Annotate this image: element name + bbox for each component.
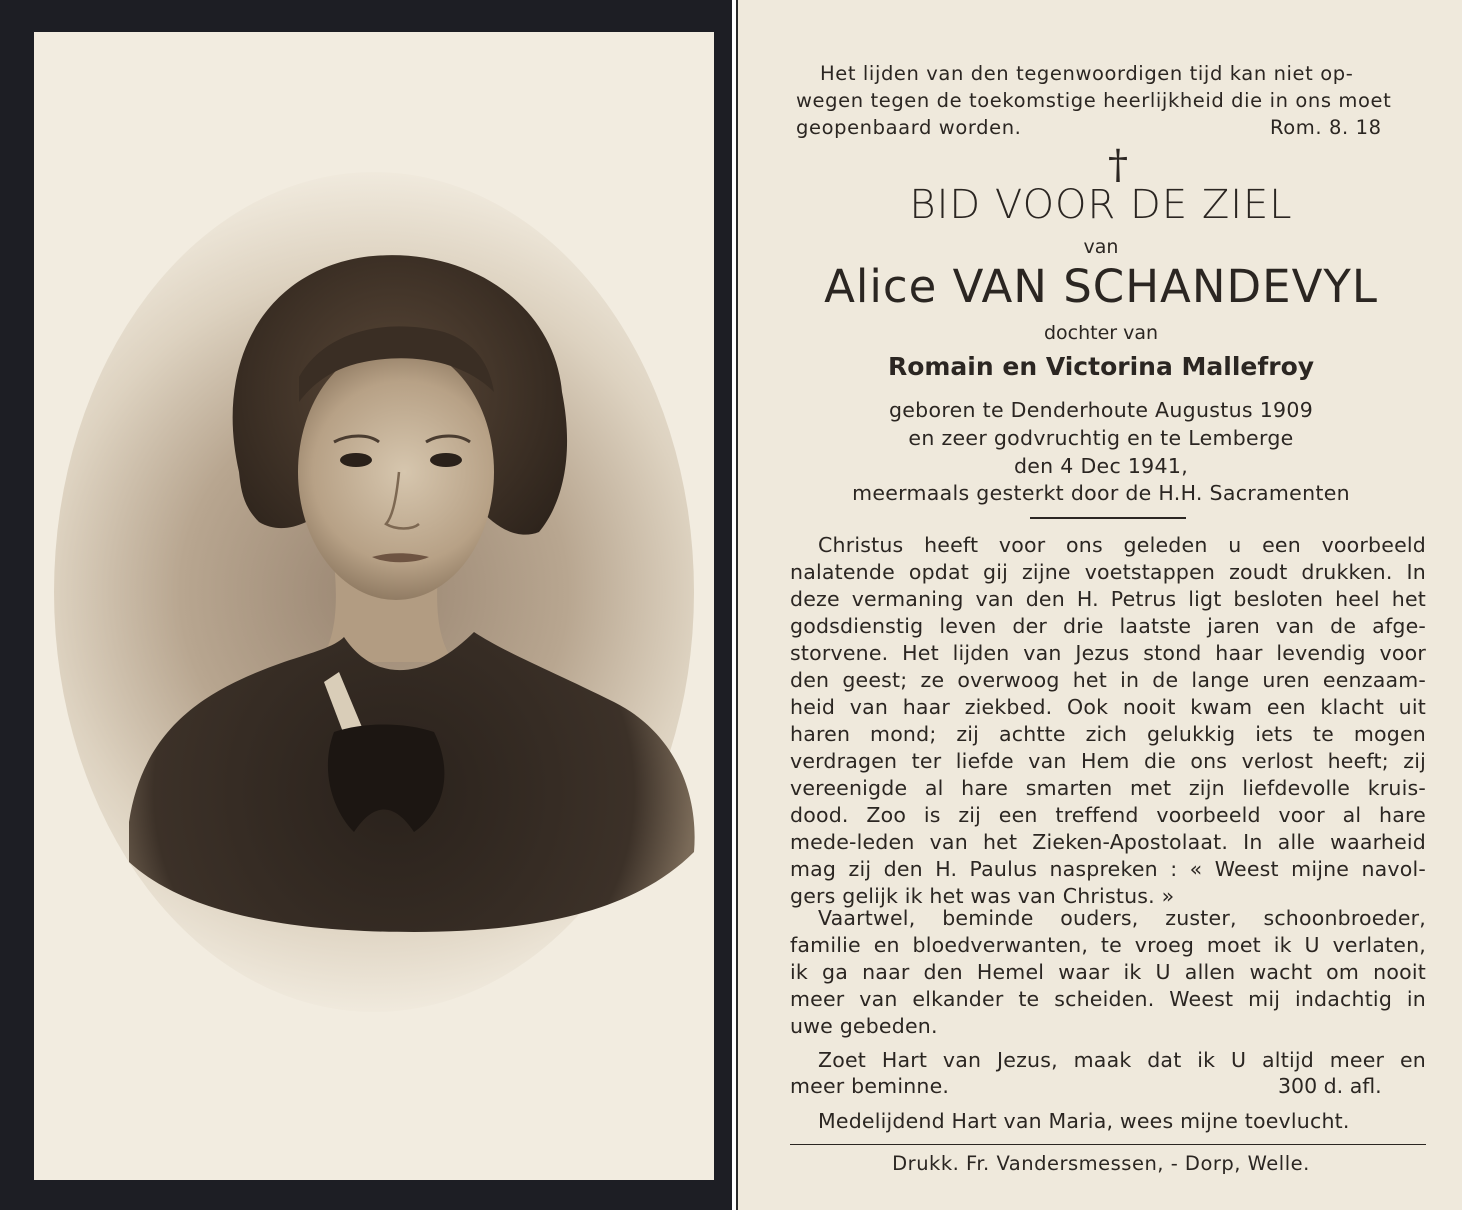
verse-line: geopenbaard worden. <box>796 116 1022 139</box>
body-line: storvene. Het lijden van Jezus stond haar levendig voor <box>790 641 1426 665</box>
farewell-line: familie en bloedverwanten, te vroeg moet ik U verlaten, <box>790 933 1426 957</box>
prayer-line: meer beminne. <box>790 1074 950 1098</box>
verse-line: Het lijden van den tegenwoordigen tijd kan niet op- <box>820 62 1354 85</box>
divider <box>790 1144 1426 1145</box>
farewell-line: meer van elkander te scheiden. Weest mij indachtig in <box>790 987 1426 1011</box>
body-line: deze vermaning van den H. Petrus ligt besloten heel het <box>790 587 1426 611</box>
birth-line: geboren te Denderhoute Augustus 1909 <box>888 398 1314 422</box>
prayer-line: Medelijdend Hart van Maria, wees mijne toevlucht. <box>818 1109 1350 1133</box>
farewell-line: ik ga naar den Hemel waar ik U allen wacht om nooit <box>790 960 1426 984</box>
verse-line: wegen tegen de toekomstige heerlijkheid die in ons moet <box>796 89 1392 112</box>
body-line: gers gelijk ik het was van Christus. » <box>790 884 1175 908</box>
daughter-of-label: dochter van <box>1043 322 1159 344</box>
van-label: van <box>1083 236 1119 258</box>
parents-names: Romain en Victorina Mallefroy <box>887 352 1315 381</box>
divider <box>1030 517 1186 519</box>
verse-reference: Rom. 8. 18 <box>1270 116 1382 139</box>
body-line: Christus heeft voor ons geleden u een voorbeeld <box>818 533 1426 557</box>
death-date-line: den 4 Dec 1941, <box>1013 454 1189 478</box>
death-line: en zeer godvruchtig en te Lemberge <box>908 426 1294 450</box>
deceased-name: Alice VAN SCHANDEVYL <box>824 260 1378 313</box>
printer-credit: Drukk. Fr. Vandersmessen, - Dorp, Welle. <box>892 1152 1310 1175</box>
body-line: haren mond; zij achtte zich gelukkig iets te mogen <box>790 722 1426 746</box>
body-line: vereenigde al hare smarten met zijn liefdevolle kruis- <box>790 776 1426 800</box>
photo-frame <box>34 32 714 1180</box>
body-line: nalatende opdat gij zijne voetstappen zoudt drukken. In <box>790 560 1426 584</box>
body-line: verdragen ter liefde van Hem die ons verlost heeft; zij <box>790 749 1426 773</box>
body-line: den geest; ze overwoog het in de lange uren eenzaam- <box>790 668 1426 692</box>
farewell-line: Vaartwel, beminde ouders, zuster, schoonbroeder, <box>818 906 1426 930</box>
sacraments-line: meermaals gesterkt door de H.H. Sacramenten <box>852 481 1350 505</box>
body-line: dood. Zoo is zij een treffend voorbeeld voor al hare <box>790 803 1426 827</box>
indulgence-label: 300 d. afl. <box>1278 1074 1382 1098</box>
body-line: mag zij den H. Paulus naspreken : « Weest mijne navol- <box>790 857 1426 881</box>
portrait-photo <box>34 32 714 1180</box>
memorial-card-text-side <box>736 0 1462 1210</box>
heading: BID VOOR DE ZIEL <box>909 182 1293 228</box>
body-line: godsdienstig leven der drie laatste jaren van de afge- <box>790 614 1426 638</box>
right-eye <box>430 453 462 467</box>
prayer-line: Zoet Hart van Jezus, maak dat ik U altijd meer en <box>818 1048 1426 1072</box>
body-line: mede-leden van het Zieken-Apostolaat. In alle waarheid <box>790 830 1426 854</box>
farewell-line: uwe gebeden. <box>790 1014 938 1038</box>
left-eye <box>340 453 372 467</box>
body-line: heid van haar ziekbed. Ook nooit kwam een klacht uit <box>790 695 1426 719</box>
cross-icon: † <box>1108 142 1128 188</box>
